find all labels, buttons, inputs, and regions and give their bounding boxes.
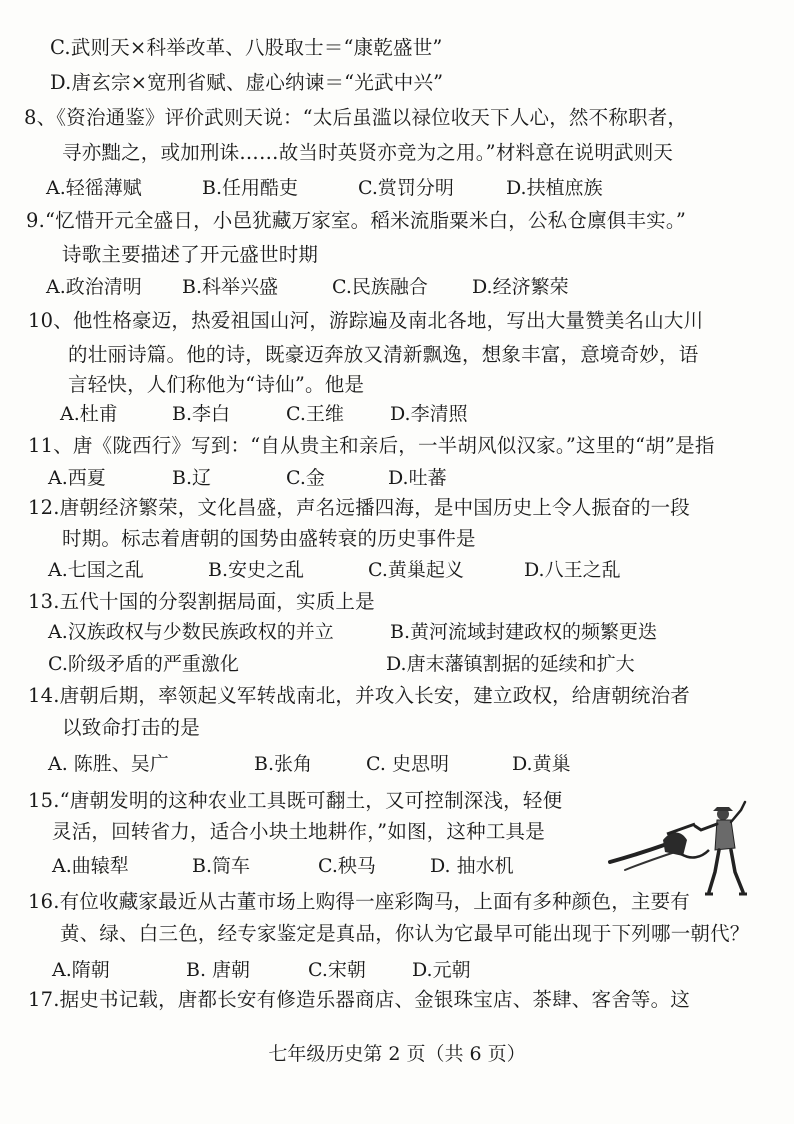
option: A. 陈胜、吴广	[48, 753, 169, 775]
option: B.辽	[172, 467, 212, 489]
option: C.宋朝	[308, 959, 366, 981]
option: D.八王之乱	[524, 559, 621, 581]
option: D.李清照	[390, 403, 468, 425]
option: A.曲辕犁	[52, 855, 129, 877]
option: C.阶级矛盾的严重激化	[48, 653, 239, 675]
option: A.西夏	[48, 467, 106, 489]
option: C. 史思明	[366, 753, 449, 775]
option: C.赏罚分明	[358, 177, 454, 199]
option: A.政治清明	[46, 276, 142, 298]
option: D.唐末藩镇割据的延续和扩大	[386, 653, 635, 675]
q16-stem: 黄、绿、白三色，经专家鉴定是真品，你认为它最早可能出现于下列哪一朝代？	[60, 922, 750, 945]
q7-option-d: D.唐玄宗×宽刑省赋、虚心纳谏＝“光武中兴”	[50, 71, 444, 94]
option: A.隋朝	[52, 959, 110, 981]
option: D.元朝	[412, 959, 471, 981]
q11-stem: 11、唐《陇西行》写到：“自从贵主和亲后，一半胡风似汉家。”这里的“胡”是指	[28, 434, 715, 457]
option: B.任用酷吏	[202, 177, 299, 199]
option: B.张角	[254, 753, 313, 775]
option: B.安史之乱	[208, 559, 305, 581]
option: C.秧马	[318, 855, 376, 877]
option: A.汉族政权与少数民族政权的并立	[48, 621, 334, 643]
option: A.杜甫	[60, 403, 118, 425]
page-footer: 七年级历史第 2 页（共 6 页）	[268, 1043, 526, 1065]
q13-stem: 13.五代十国的分裂割据局面，实质上是	[28, 590, 375, 613]
option: C.王维	[286, 403, 344, 425]
option: B.黄河流域封建政权的频繁更迭	[390, 621, 658, 643]
option: C.民族融合	[332, 276, 428, 298]
option: D.吐蕃	[388, 467, 447, 489]
q15-stem: 灵活，回转省力，适合小块土地耕作，”如图，这种工具是	[52, 820, 545, 843]
option: B.科举兴盛	[182, 276, 279, 298]
q9-stem: 9.“忆惜开元全盛日，小邑犹藏万家室。稻米流脂粟米白，公私仓廪俱丰实。”	[26, 209, 686, 232]
option: B. 唐朝	[186, 959, 251, 981]
option: A.轻徭薄赋	[46, 177, 142, 199]
q7-option-c: C.武则天×科举改革、八股取士＝“康乾盛世”	[50, 36, 443, 59]
q10-stem: 言轻快，人们称他为“诗仙”。他是	[68, 373, 365, 396]
q10-stem: 10、他性格豪迈，热爱祖国山河，游踪遍及南北各地，写出大量赞美名山大川	[28, 309, 704, 332]
q9-stem: 诗歌主要描述了开元盛世时期	[62, 243, 319, 266]
q8-stem: 8、《资治通鉴》评价武则天说：“太后虽滥以禄位收天下人心，然不称职者，	[24, 106, 688, 129]
option: D.经济繁荣	[472, 276, 569, 298]
option: D.黄巢	[512, 753, 571, 775]
option: A.七国之乱	[48, 559, 144, 581]
q12-stem: 时期。标志着唐朝的国势由盛转衰的历史事件是	[62, 527, 476, 550]
option: B.李白	[172, 403, 231, 425]
option: C.黄巢起义	[368, 559, 464, 581]
q12-stem: 12.唐朝经济繁荣，文化昌盛，声名远播四海，是中国历史上令人振奋的一段	[28, 496, 691, 519]
option: C.金	[286, 467, 325, 489]
q15-stem: 15.“唐朝发明的这种农业工具既可翻土，又可控制深浅，轻便	[28, 789, 563, 812]
option: B.筒车	[192, 855, 251, 877]
q17-stem: 17.据史书记载，唐都长安有修造乐器商店、金银珠宝店、茶肆、客舍等。这	[28, 988, 691, 1011]
option: D.扶植庶族	[506, 177, 603, 199]
q8-stem: 寻亦黜之，或加刑诛……故当时英贤亦竞为之用。”材料意在说明武则天	[62, 141, 674, 164]
q14-stem: 以致命打击的是	[62, 716, 200, 739]
q16-stem: 16.有位收藏家最近从古董市场上购得一座彩陶马，上面有多种颜色，主要有	[28, 890, 691, 913]
q14-stem: 14.唐朝后期，率领起义军转战南北，并攻入长安，建立政权，给唐朝统治者	[28, 684, 691, 707]
plough-illustration	[605, 800, 750, 900]
q10-stem: 的壮丽诗篇。他的诗，既豪迈奔放又清新飘逸，想象丰富，意境奇妙，语	[68, 343, 699, 366]
option: D. 抽水机	[430, 855, 514, 877]
